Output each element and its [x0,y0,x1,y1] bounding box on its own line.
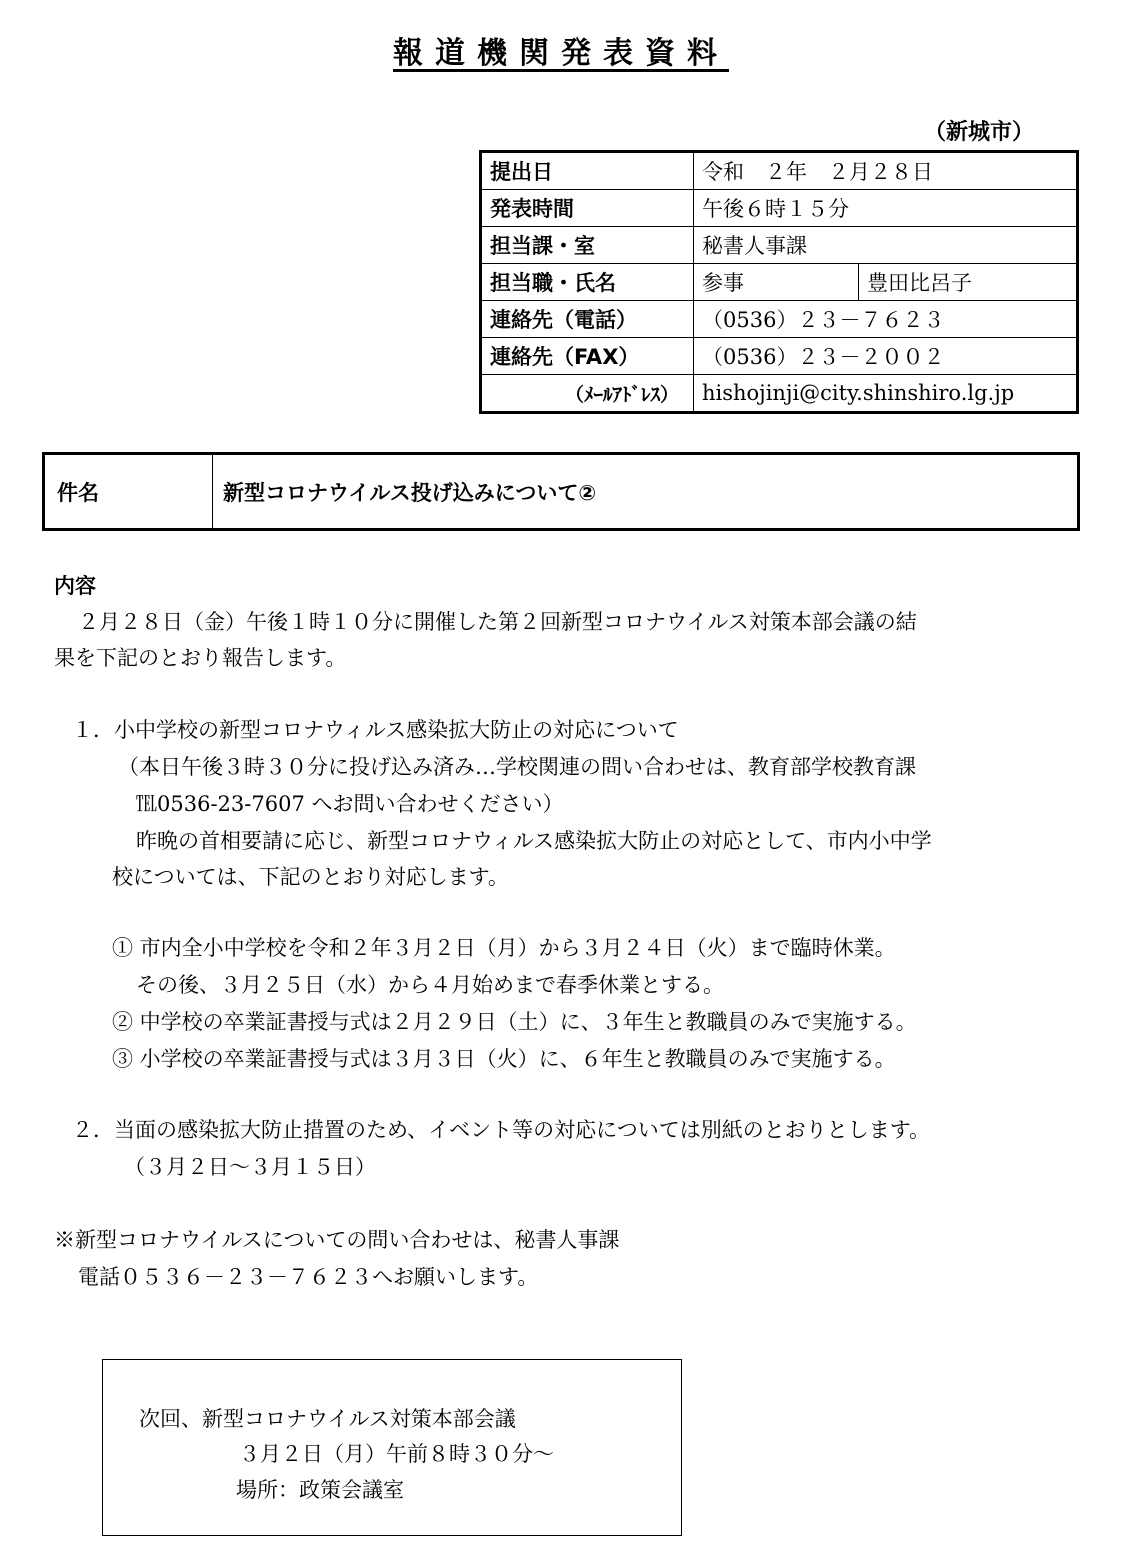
announce-time-label: 発表時間 [481,190,694,227]
inquiry-line-1: ※新型コロナウイルスについての問い合わせは、秘書人事課 [54,1228,620,1252]
table-row [481,338,1078,375]
content-heading: 内容 [54,574,96,598]
next-meeting-line-2: ３月２日（月）午前８時３０分～ [239,1442,554,1466]
subject-label: 件名 [45,455,213,528]
item1-note-2: ℡0536-23-7607 へお問い合わせください） [136,792,564,816]
sub-item-3: ③ 小学校の卒業証書授与式は３月３日（火）に、６年生と教職員のみで実施する。 [112,1047,896,1071]
table-row [481,264,1078,301]
item1-body-2: 校については、下記のとおり対応します。 [112,865,509,889]
fax-label: 連絡先（FAX） [481,338,694,375]
phone-value: （0536）２３－７６２３ [694,301,1078,338]
intro-line-1: ２月２８日（金）午後１時１０分に開催した第２回新型コロナウイルス対策本部会議の結 [78,610,917,634]
item2-dates: （３月２日～３月１５日） [124,1155,376,1179]
announce-time-value: 午後６時１５分 [694,190,1078,227]
submit-date-value: 令和 ２年 ２月２８日 [694,152,1078,190]
phone-label: 連絡先（電話） [481,301,694,338]
table-row [481,227,1078,264]
document-title: 報道機関発表資料 [393,36,729,71]
item1-note-1: （本日午後３時３０分に投げ込み済み…学校関連の問い合わせは、教育部学校教育課 [118,755,916,779]
item1-body-1: 昨晩の首相要請に応じ、新型コロナウィルス感染拡大防止の対応として、市内小中学 [136,829,932,853]
next-meeting-line-3: 場所：政策会議室 [236,1478,404,1502]
inquiry-line-2: 電話０５３６－２３－７６２３へお願いします。 [78,1265,539,1289]
fax-value: （0536）２３－２００２ [694,338,1078,375]
person-title: 参事 [694,264,859,301]
next-meeting-box [102,1359,682,1536]
department-value: 秘書人事課 [694,227,1078,264]
table-row [481,152,1078,190]
item1-title: １．小中学校の新型コロナウィルス感染拡大防止の対応について [72,718,679,742]
submit-date-label: 提出日 [481,152,694,190]
department-label: 担当課・室 [481,227,694,264]
info-table [479,150,1079,414]
city-name: （新城市） [923,120,1034,145]
person-name: 豊田比呂子 [859,264,1078,301]
table-row [481,301,1078,338]
sub-item-1-line-1: ① 市内全小中学校を令和２年３月２日（月）から３月２４日（火）まで臨時休業。 [112,936,896,960]
item2-title: ２．当面の感染拡大防止措置のため、イベント等の対応については別紙のとおりとします。 [72,1118,931,1142]
subject-box [42,452,1080,531]
email-value: hishojinji@city.shinshiro.lg.jp [694,375,1078,413]
person-label: 担当職・氏名 [481,264,694,301]
table-row [481,190,1078,227]
table-row [481,375,1078,413]
sub-item-1-line-2: その後、３月２５日（水）から４月始めまで春季休業とする。 [136,973,724,997]
subject-value: 新型コロナウイルス投げ込みについて② [223,480,597,505]
next-meeting-line-1: 次回、新型コロナウイルス対策本部会議 [139,1407,516,1431]
email-label: （ﾒｰﾙｱﾄﾞﾚｽ） [481,375,694,413]
intro-line-2: 果を下記のとおり報告します。 [54,646,347,670]
sub-item-2: ② 中学校の卒業証書授与式は２月２９日（土）に、３年生と教職員のみで実施する。 [112,1010,917,1034]
